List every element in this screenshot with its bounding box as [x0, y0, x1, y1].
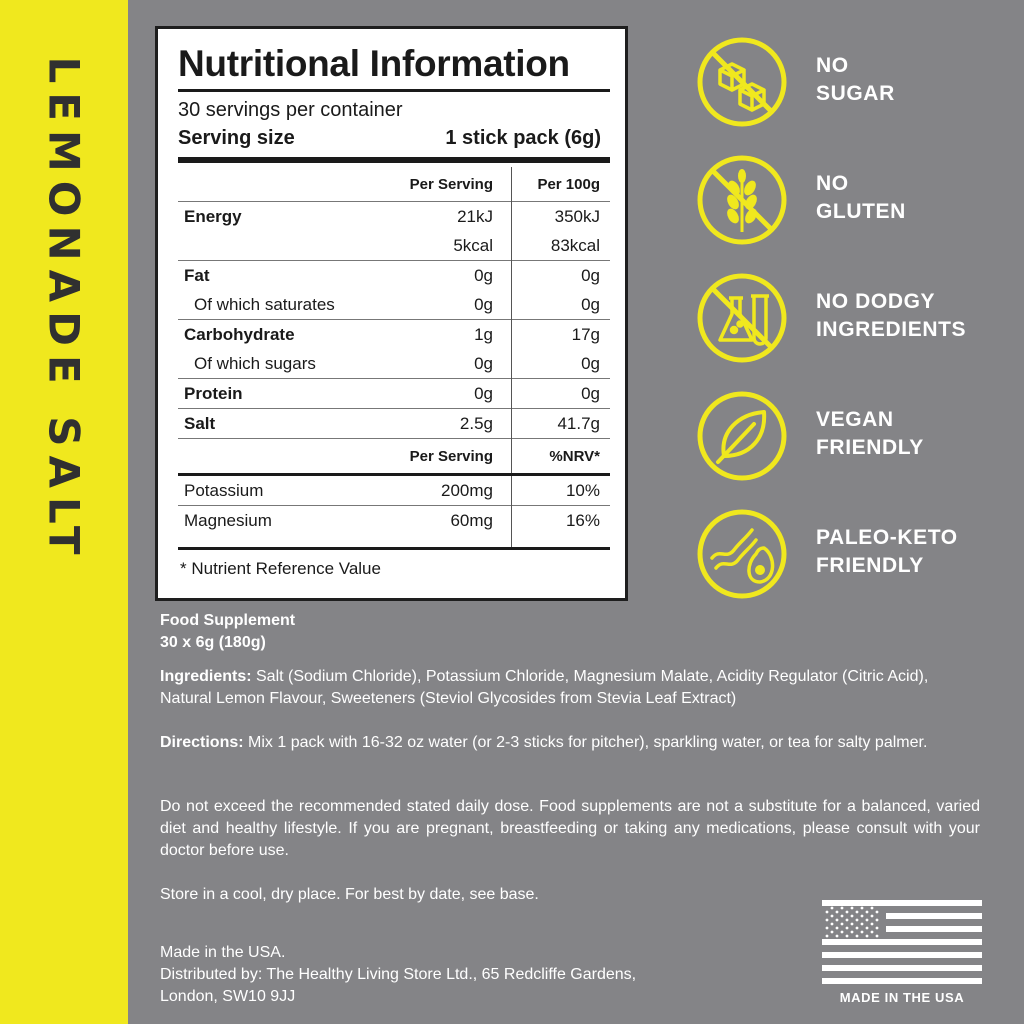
us-flag-icon — [822, 900, 982, 984]
table-row — [178, 409, 610, 439]
panel-title: Nutritional Information — [178, 43, 570, 84]
no-sugar-icon — [696, 36, 788, 128]
claim-paleo-keto-friendly — [696, 508, 1016, 600]
label-text — [160, 610, 980, 1005]
row-per-100g: 41.7g — [512, 409, 611, 439]
storage-text: Store in a cool, dry place. For best by date, see base. — [160, 886, 539, 903]
col-per-serving: Per Serving — [409, 175, 493, 193]
row-label: Protein — [178, 379, 379, 409]
title-rule — [178, 89, 610, 92]
row-label: Potassium — [178, 475, 379, 506]
claim-text — [816, 170, 906, 226]
claim-text — [816, 524, 958, 580]
table-row — [178, 506, 610, 536]
table-row — [178, 290, 610, 320]
table-row — [178, 261, 610, 291]
row-label: Of which sugars — [194, 353, 316, 373]
row-per-serving: 0g — [379, 261, 512, 291]
row-per-100g: 83kcal — [512, 231, 611, 261]
row-per-serving: 200mg — [379, 475, 512, 506]
claim-text — [816, 288, 966, 344]
ingredients-paragraph — [160, 666, 980, 710]
claim-line1: NO — [816, 54, 849, 77]
serving-size-value: 1 stick pack (6g) — [445, 127, 601, 149]
nrv-footnote: * Nutrient Reference Value — [180, 559, 381, 578]
claim-line1: PALEO-KETO — [816, 526, 958, 549]
claim-no-gluten — [696, 154, 1016, 246]
no-dodgy-ingredients-icon — [696, 272, 788, 364]
quantity-label: 30 x 6g (180g) — [160, 634, 266, 651]
row-per-serving: 0g — [474, 294, 493, 314]
product-name-vertical: LEMONADE SALT — [39, 56, 89, 564]
claim-line2: SUGAR — [816, 82, 895, 105]
row-per-100g: 0g — [512, 290, 611, 320]
warning-paragraph: Do not exceed the recommended stated daily dose. Food supplements are not a substitute for a balanced, varied diet and healthy lifestyle. If you are pregnant, breastfeeding or taking any medications, please consult with your doctor before use. — [160, 798, 980, 859]
vegan-leaf-icon — [696, 390, 788, 482]
table-row — [178, 231, 610, 261]
row-per-100g: 350kJ — [512, 202, 611, 232]
table-header-row — [178, 439, 610, 475]
row-nrv: 10% — [512, 475, 611, 506]
row-per-serving: 60mg — [379, 506, 512, 536]
directions-label: Directions: — [160, 734, 244, 751]
row-per-100g: 0g — [512, 349, 611, 379]
ingredients-label: Ingredients: — [160, 668, 252, 685]
claim-line2: GLUTEN — [816, 200, 906, 223]
distributor-text: Distributed by: The Healthy Living Store Ltd., 65 Redcliffe Gardens, — [160, 966, 637, 983]
directions-paragraph — [160, 732, 980, 754]
row-nrv: 16% — [512, 506, 611, 536]
row-per-100g: 0g — [512, 379, 611, 409]
col-per-serving: Per Serving — [379, 439, 512, 475]
made-in-usa-caption: MADE IN THE USA — [839, 990, 965, 1005]
row-per-serving: 0g — [474, 353, 493, 373]
claim-line1: NO — [816, 172, 849, 195]
col-per-100g: Per 100g — [512, 167, 611, 202]
row-per-serving: 2.5g — [379, 409, 512, 439]
claim-vegan-friendly — [696, 390, 1016, 482]
table-row — [178, 475, 610, 506]
claim-line2: INGREDIENTS — [816, 318, 967, 341]
bottom-rule — [178, 547, 610, 550]
origin-block — [160, 942, 636, 1008]
claim-line1: VEGAN — [816, 408, 894, 431]
servings-per-container: 30 servings per container — [178, 99, 403, 121]
row-label: Carbohydrate — [178, 320, 379, 350]
paleo-keto-icon — [696, 508, 788, 600]
row-label: Energy — [178, 202, 379, 232]
made-in-text: Made in the USA. — [160, 944, 286, 961]
row-label — [178, 231, 379, 261]
claim-line2: FRIENDLY — [816, 436, 924, 459]
directions-text: Mix 1 pack with 16-32 oz water (or 2-3 sticks for pitcher), sparkling water, or tea for salty palmer. — [243, 734, 928, 751]
claim-text — [816, 52, 895, 108]
row-per-serving: 21kJ — [379, 202, 512, 232]
row-label: Fat — [178, 261, 379, 291]
row-per-100g: 0g — [512, 261, 611, 291]
table-header-row — [178, 167, 610, 202]
nutrition-panel — [155, 26, 628, 601]
food-supplement-label: Food Supplement — [160, 612, 296, 629]
row-per-serving: 5kcal — [453, 235, 493, 255]
serving-size-label: Serving size — [178, 127, 295, 149]
claim-text — [816, 406, 924, 462]
address-text: London, SW10 9JJ — [160, 988, 296, 1005]
col-nrv: %NRV* — [512, 439, 611, 475]
claim-line2: FRIENDLY — [816, 554, 924, 577]
flag-stars — [824, 902, 884, 938]
row-label: Salt — [178, 409, 379, 439]
table-row — [178, 349, 610, 379]
row-label: Magnesium — [178, 506, 379, 536]
no-gluten-icon — [696, 154, 788, 246]
ingredients-text: Salt (Sodium Chloride), Potassium Chloride, Magnesium Malate, Acidity Regulator (Citric Acid), Natural Lemon Flavour, Sweeteners (Steviol Glycosides from Stevia Leaf Extract) — [160, 668, 929, 707]
table-row — [178, 202, 610, 232]
row-per-100g: 17g — [512, 320, 611, 350]
row-per-serving: 1g — [379, 320, 512, 350]
table-row — [178, 320, 610, 350]
claim-no-sugar — [696, 36, 1016, 128]
claim-no-dodgy-ingredients — [696, 272, 1016, 364]
yellow-side-stripe — [0, 0, 128, 1024]
row-label: Of which saturates — [194, 294, 335, 314]
row-per-serving: 0g — [379, 379, 512, 409]
table-row — [178, 379, 610, 409]
claim-line1: NO DODGY — [816, 290, 936, 313]
nutrition-table — [178, 167, 610, 547]
thick-rule — [178, 157, 610, 163]
